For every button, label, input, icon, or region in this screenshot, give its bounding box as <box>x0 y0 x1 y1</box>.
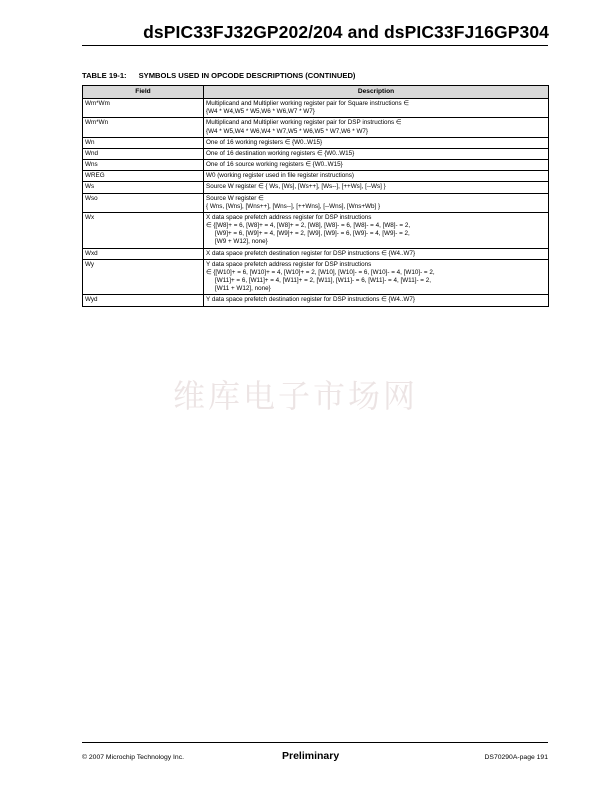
description-cell <box>204 171 549 182</box>
description-line: Y data space prefetch address register for DSP instructions <box>206 260 372 268</box>
table-header-row <box>83 86 549 99</box>
table-title: SYMBOLS USED IN OPCODE DESCRIPTIONS (CONTINUED) <box>138 71 356 80</box>
table-body <box>83 99 549 307</box>
description-line: { Wns, [Wns], [Wns++], [Wns--], [++Wns], [--Wns], [Wns+Wb] } <box>206 202 381 210</box>
description-line: [W11]+ = 6, [W11]+ = 4, [W11]+ = 2, [W11], [W11]- = 6, [W11]- = 4, [W11]- = 2, <box>215 277 431 285</box>
column-header-description: Description <box>204 86 549 99</box>
table-row <box>83 259 549 295</box>
description-cell <box>204 259 549 295</box>
table-row <box>83 171 549 182</box>
field-cell: Wx <box>83 212 204 248</box>
field-cell: Wm*Wm <box>83 99 204 118</box>
table-caption <box>82 71 355 80</box>
description-line: [W11 + W12], none} <box>215 285 271 293</box>
table-row <box>83 212 549 248</box>
table-row <box>83 182 549 193</box>
description-cell <box>204 212 549 248</box>
watermark: 维库电子市场网 <box>173 377 419 415</box>
description-cell <box>204 99 549 118</box>
table-row <box>83 137 549 148</box>
table-row <box>83 193 549 212</box>
description-cell <box>204 193 549 212</box>
description-cell <box>204 118 549 137</box>
field-cell: Wyd <box>83 295 204 306</box>
opcode-symbols-table <box>82 85 549 307</box>
description-line: One of 16 working registers ∈ {W0..W15} <box>206 138 323 146</box>
description-line: X data space prefetch address register for DSP instructions <box>206 213 372 221</box>
field-cell: Wm*Wn <box>83 118 204 137</box>
description-line: {W4 * W4,W5 * W5,W6 * W6,W7 * W7} <box>206 108 315 116</box>
description-cell <box>204 137 549 148</box>
description-line: Multiplicand and Multiplier working register pair for DSP instructions ∈ <box>206 119 402 127</box>
description-line: W0 (working register used in file register instructions) <box>206 172 355 180</box>
description-cell <box>204 160 549 171</box>
description-line: Y data space prefetch destination register for DSP instructions ∈ {W4..W7} <box>206 296 415 304</box>
field-cell: Wxd <box>83 248 204 259</box>
description-line: X data space prefetch destination register for DSP instructions ∈ {W4..W7} <box>206 249 416 257</box>
field-cell: Wn <box>83 137 204 148</box>
description-line: {W4 * W5,W4 * W6,W4 * W7,W5 * W6,W5 * W7,W6 * W7} <box>206 127 368 135</box>
field-cell: Wns <box>83 160 204 171</box>
field-cell: Wy <box>83 259 204 295</box>
field-cell: Wso <box>83 193 204 212</box>
table-row <box>83 248 549 259</box>
table-row <box>83 148 549 159</box>
field-cell: Ws <box>83 182 204 193</box>
page-header-title: dsPIC33FJ32GP202/204 and dsPIC33FJ16GP304 <box>143 22 549 42</box>
description-line: ∈ {[W8]+ = 6, [W8]+ = 4, [W8]+ = 2, [W8], [W8]- = 6, [W8]- = 4, [W8]- = 2, <box>206 222 411 230</box>
column-header-field: Field <box>83 86 204 99</box>
footer-copyright: © 2007 Microchip Technology Inc. <box>82 754 184 761</box>
table-number: TABLE 19-1: <box>82 71 127 80</box>
description-line: Source W register ∈ { Ws, [Ws], [Ws++], [Ws--], [++Ws], [--Ws] } <box>206 183 386 191</box>
table-row <box>83 99 549 118</box>
description-line: [W9 + W12], none} <box>215 238 268 246</box>
footer-page-number: DS70290A-page 191 <box>484 754 548 761</box>
table-row <box>83 160 549 171</box>
description-line: Source W register ∈ <box>206 194 264 202</box>
description-line: ∈ {[W10]+ = 6, [W10]+ = 4, [W10]+ = 2, [W10], [W10]- = 6, [W10]- = 4, [W10]- = 2, <box>206 268 435 276</box>
description-line: Multiplicand and Multiplier working register pair for Square instructions ∈ <box>206 100 409 107</box>
description-cell <box>204 148 549 159</box>
footer-status: Preliminary <box>282 750 340 762</box>
table-row <box>83 118 549 137</box>
field-cell: Wnd <box>83 148 204 159</box>
footer-rule <box>82 742 548 743</box>
description-line: One of 16 destination working registers ∈ {W0..W15} <box>206 149 355 157</box>
description-cell <box>204 182 549 193</box>
description-cell <box>204 295 549 306</box>
description-line: One of 16 source working registers ∈ {W0..W15} <box>206 161 343 169</box>
description-line: [W9]+ = 6, [W9]+ = 4, [W9]+ = 2, [W9], [W9]- = 6, [W9]- = 4, [W9]- = 2, <box>215 230 410 238</box>
field-cell: WREG <box>83 171 204 182</box>
description-cell <box>204 248 549 259</box>
table-row <box>83 295 549 306</box>
header-rule <box>82 45 548 46</box>
